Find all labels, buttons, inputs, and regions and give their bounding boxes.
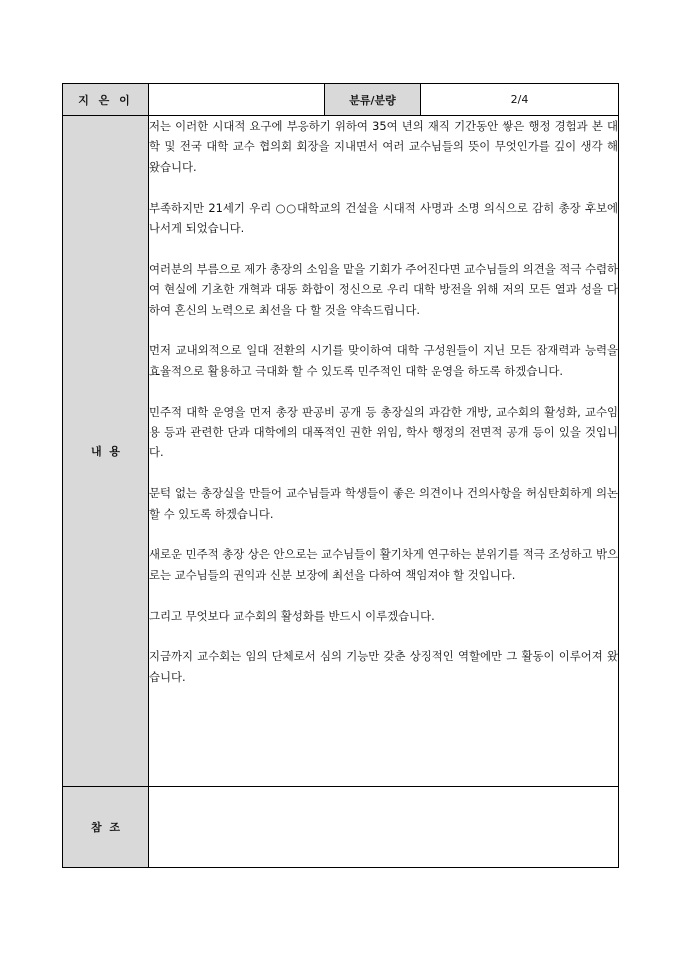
content-paragraph: 새로운 민주적 총장 상은 안으로는 교수님들이 활기차게 연구하는 분위기를 적극 조성하고 밖으로는 교수님들의 권익과 신분 보장에 최선을 다하여 책임져야 할 것입니다. <box>149 547 618 582</box>
reference-row <box>63 787 619 868</box>
header-row <box>63 84 619 116</box>
reference-label <box>63 787 149 868</box>
content-paragraph: 부족하지만 21세기 우리 ○○대학교의 건설을 시대적 사명과 소명 의식으로 감히 총장 후보에 나서게 되었습니다. <box>149 200 618 236</box>
reference-value <box>149 787 619 868</box>
content-paragraph: 문턱 없는 총장실을 만들어 교수님들과 학생들이 좋은 의견이나 건의사항을 허심탄회하게 의논할 수 있도록 하겠습니다. <box>149 486 618 521</box>
content-label-text: 내 용 <box>91 445 120 458</box>
author-label: 지 은 이 <box>63 84 149 116</box>
content-paragraph: 민주적 대학 운영을 먼저 총장 판공비 공개 등 총장실의 과감한 개방, 교수회의 활성화, 교수임용 등과 관련한 단과 대학에의 대폭적인 권한 위임, 학사 행정의 전면적 공개 등이 있을 것입니다. <box>149 404 618 460</box>
category-label: 분류/분량 <box>325 84 421 116</box>
document-form-table <box>62 83 619 868</box>
content-paragraph: 그리고 무엇보다 교수회의 활성화를 반드시 이루겠습니다. <box>149 608 435 623</box>
content-paragraph: 저는 이러한 시대적 요구에 부응하기 위하여 35여 년의 재직 기간동안 쌓은 행정 경험과 본 대학 및 전국 대학 교수 협의회 회장을 지내면서 여러 교수님들의 뜻이 무엇인가를 깊이 생각 해 왔습니다. <box>149 119 618 174</box>
content-label <box>63 116 149 787</box>
author-value <box>149 84 325 116</box>
reference-label-text: 참 조 <box>91 821 120 834</box>
content-row <box>63 116 619 787</box>
content-paragraph: 지금까지 교수회는 임의 단체로서 심의 기능만 갖춘 상징적인 역할에만 그 활동이 이루어져 왔습니다. <box>149 649 618 684</box>
content-body <box>149 116 619 787</box>
content-paragraph: 여러분의 부름으로 제가 총장의 소임을 맡을 기회가 주어진다면 교수님들의 의견을 적극 수렴하여 현실에 기초한 개혁과 대동 화합이 정신으로 우리 대학 방전을 위해 저의 모든 열과 성을 다하여 혼신의 노력으로 최선을 다 할 것을 약속드립니다. <box>149 261 618 317</box>
category-value: 2/4 <box>421 84 619 116</box>
content-paragraph: 먼저 교내외적으로 일대 전환의 시기를 맞이하여 대학 구성원들이 지닌 모든 잠재력과 능력을 효율적으로 활용하고 극대화 할 수 있도록 민주적인 대학 운영을 하도록 하겠습니다. <box>149 343 618 378</box>
